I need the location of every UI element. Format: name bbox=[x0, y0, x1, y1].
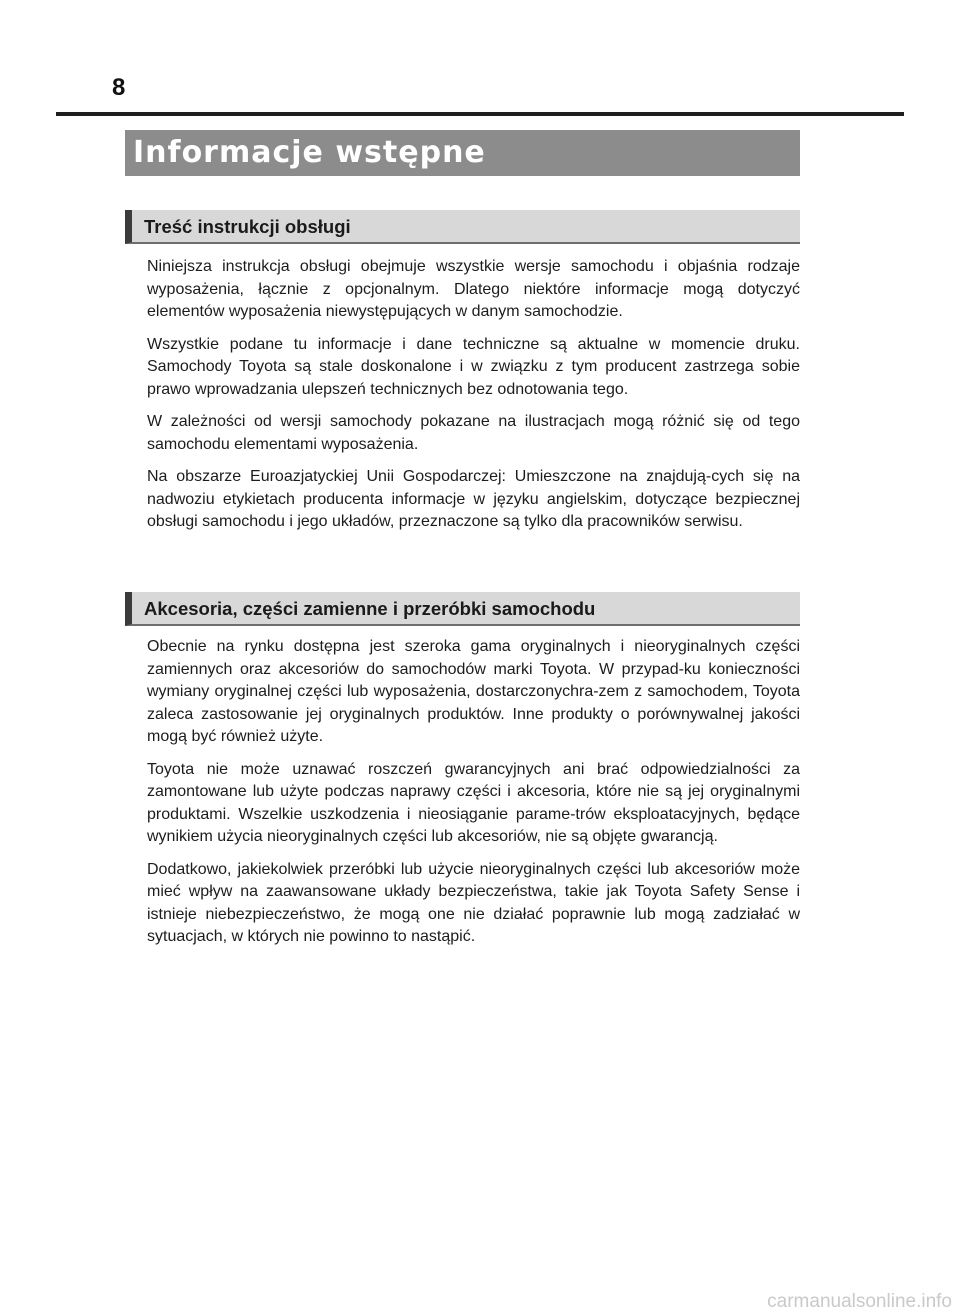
page-number: 8 bbox=[112, 74, 126, 101]
paragraph: Dodatkowo, jakiekolwiek przeróbki lub użycie nieoryginalnych części lub akcesoriów może mieć wpływ na zaawansowane układy bezpieczeństwa, takie jak Toyota Safety Sense i istnieje niebezpieczeństwo, że mogą one nie działać poprawnie lub mogą zadziałać w sytuacjach, w których nie powinno to nastąpić. bbox=[147, 860, 800, 945]
paragraph: Toyota nie może uznawać roszczeń gwarancyjnych ani brać odpowiedzialności za zamontowane lub użyte podczas naprawy części i akcesoria, które nie są jej oryginalnymi produktami. Wszelkie uszkodzenia i nieosiąganie parame-trów eksploatacyjnych, będące wynikiem użycia nieoryginalnych części lub akcesoriów, nie są objęte gwarancją. bbox=[147, 760, 800, 845]
section-title: Akcesoria, części zamienne i przeróbki samochodu bbox=[144, 598, 596, 619]
top-rule bbox=[56, 112, 904, 116]
paragraph: Wszystkie podane tu informacje i dane techniczne są aktualne w momencie druku. Samochody Toyota są stale doskonalone i w związku z tym producent zastrzega sobie prawo wprowadzania ulepszeń technicznych bez odnotowania tego. bbox=[147, 335, 800, 398]
section-title: Treść instrukcji obsługi bbox=[144, 216, 351, 237]
paragraph: Na obszarze Euroazjatyckiej Unii Gospodarczej: Umieszczone na znajdują-cych się na nadwoziu etykietach producenta informacje w języku angielskim, dotyczące bezpiecznej obsługi samochodu i jego układów, przeznaczone są tylko dla pracowników serwisu. bbox=[147, 468, 800, 530]
watermark: carmanualsonline.info bbox=[767, 1291, 952, 1312]
section-body-manual-contents bbox=[147, 256, 800, 544]
section-header-manual-contents bbox=[125, 210, 800, 244]
section-header-accessories bbox=[125, 592, 800, 626]
chapter-title: Informacje wstępne bbox=[133, 135, 486, 170]
paragraph: Obecnie na rynku dostępna jest szeroka gama oryginalnych i nieoryginalnych części zamiennych oraz akcesoriów do samochodów marki Toyota. W przypad-ku konieczności wymiany oryginalnej części lub wyposażenia, dostarczonychra-zem z samochodem, Toyota zaleca zastosowanie jej oryginalnych produktów. Inne produkty o porównywalnej jakości mogą być również użyte. bbox=[147, 638, 800, 745]
chapter-title-bar bbox=[125, 130, 800, 176]
section-body-accessories bbox=[147, 636, 800, 959]
paragraph: W zależności od wersji samochody pokazane na ilustracjach mogą różnić się od tego samochodu elementami wyposażenia. bbox=[147, 413, 800, 453]
paragraph: Niniejsza instrukcja obsługi obejmuje wszystkie wersje samochodu i objaśnia rodzaje wyposażenia, łącznie z opcjonalnym. Dlatego niektóre informacje mogą dotyczyć elementów wyposażenia niewystępujących w danym samochodzie. bbox=[147, 258, 800, 320]
